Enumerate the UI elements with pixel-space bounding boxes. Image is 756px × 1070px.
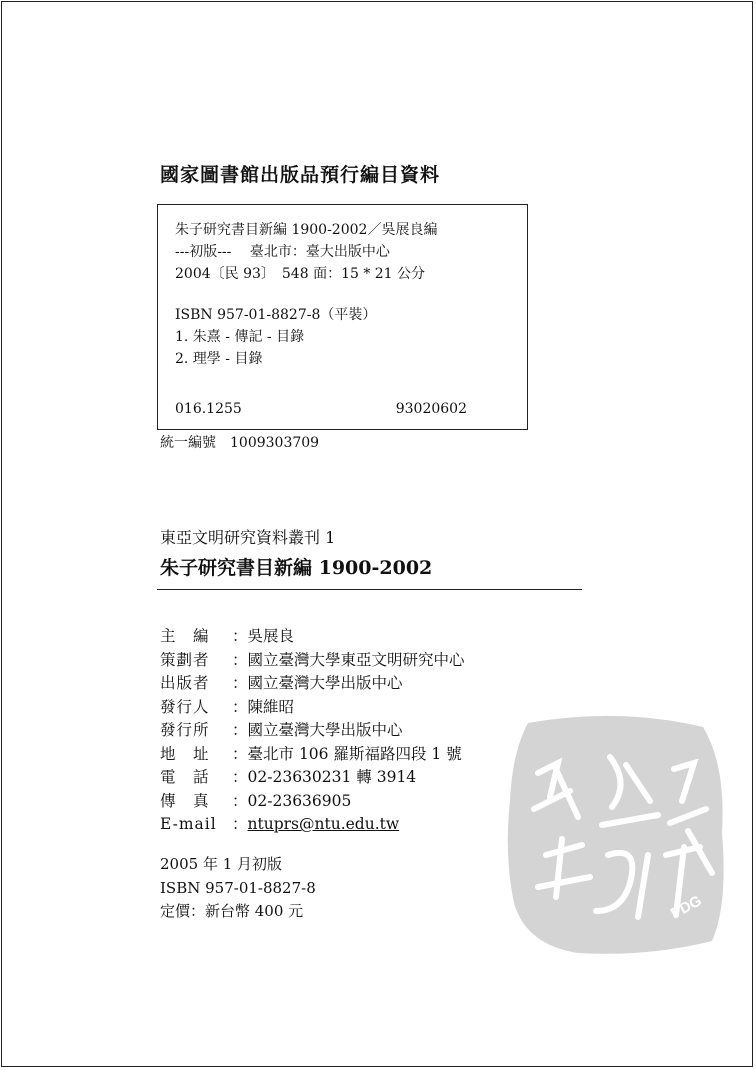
cip-pagination-line: 2004〔民 93〕 548 面：15 * 21 公分	[175, 266, 426, 282]
edition-date: 2005 年 1 月初版	[160, 855, 283, 873]
cip-record-box	[157, 204, 528, 430]
isbn-number: ISBN 957-01-8827-8	[160, 878, 316, 897]
seal-watermark-icon	[498, 705, 730, 960]
credits-list	[160, 625, 465, 837]
unified-number: 統一編號 1009303709	[160, 435, 320, 451]
cip-heading: 國家圖書館出版品預行編目資料	[160, 164, 441, 186]
series-title: 東亞文明研究資料叢刊 1	[160, 528, 336, 547]
cip-subject-2: 2. 理學 - 目錄	[175, 351, 263, 367]
publication-info	[160, 853, 316, 924]
credit-row-publisher: 出版者 ：國立臺灣大學出版中心	[160, 674, 403, 692]
cip-title-line: 朱子研究書目新編 1900-2002／吳展良編	[175, 222, 438, 238]
cip-record-number: 93020602	[395, 401, 467, 417]
book-title: 朱子研究書目新編 1900-2002	[160, 557, 433, 579]
email-link[interactable]: ntuprs@ntu.edu.tw	[247, 815, 400, 833]
price: 定價：新台幣 400 元	[160, 902, 304, 920]
cip-isbn-line: ISBN 957-01-8827-8（平裝）	[175, 307, 377, 323]
cip-edition-line: ---初版--- 臺北市：臺大出版中心	[175, 244, 390, 260]
credit-row-editor: 主 編 ：吳展良	[160, 627, 295, 645]
credit-row-planner: 策劃者 ：國立臺灣大學東亞文明研究中心	[160, 650, 465, 669]
title-divider	[157, 589, 582, 590]
credit-row-email: E-mail ：ntuprs@ntu.edu.tw	[160, 815, 400, 833]
cip-classification: 016.1255	[175, 401, 242, 417]
credit-row-fax: 傳 真 ：02-23636905	[160, 791, 352, 810]
credit-row-distributor: 發行所 ：國立臺灣大學出版中心	[160, 721, 403, 739]
credit-row-phone: 電 話 ：02-23630231 轉 3914	[160, 768, 417, 786]
cip-subject-1: 1. 朱熹 - 傳記 - 目錄	[175, 329, 305, 345]
credit-row-address: 地 址 ：臺北市 106 羅斯福路四段 1 號	[160, 744, 462, 763]
svg-text:PDG: PDG	[667, 892, 705, 923]
credit-row-issuer: 發行人 ：陳維昭	[160, 697, 295, 716]
